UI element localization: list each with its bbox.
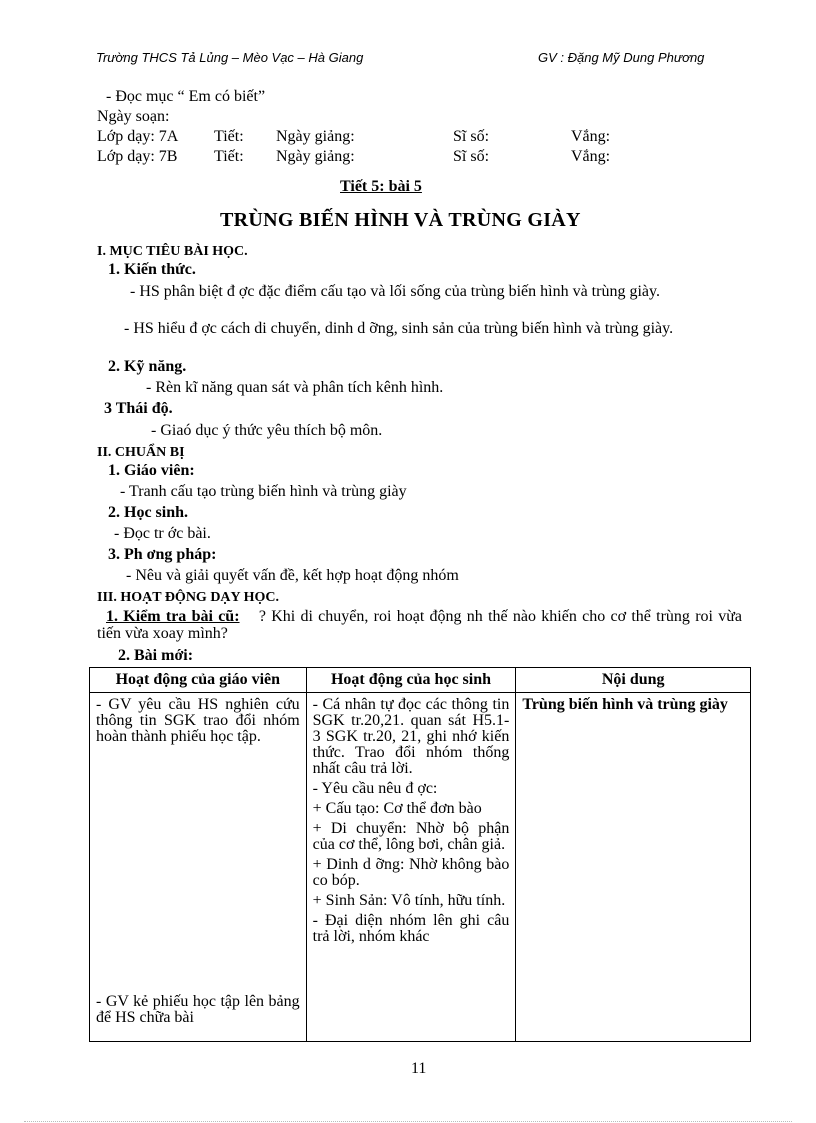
student-activity: + Di chuyển: Nhờ bộ phận của cơ thể, lông bơi, chân giả. bbox=[312, 820, 510, 853]
knowledge-point-1: - HS phân biệt đ ợc đặc điểm cấu tạo và lối sống của trùng biến hình và trùng giày. bbox=[130, 283, 660, 300]
section-activities: III. HOẠT ĐỘNG DẠY HỌC. bbox=[97, 590, 280, 605]
column-header: Hoạt động của học sinh bbox=[306, 668, 516, 693]
activity-table bbox=[89, 667, 751, 1042]
column-header: Nội dung bbox=[516, 668, 751, 693]
subsection-knowledge: 1. Kiến thức. bbox=[108, 261, 196, 278]
student-activity: - Đại diện nhóm lên ghi câu trả lời, nhóm khác bbox=[312, 912, 510, 945]
period-label: Tiết: bbox=[214, 148, 244, 165]
student-activity: + Cấu tạo: Cơ thể đơn bào bbox=[312, 800, 482, 817]
student-activity: + Dinh d ỡng: Nhờ không bào co bóp. bbox=[312, 856, 510, 889]
subsection-teacher: 1. Giáo viên: bbox=[108, 462, 195, 479]
teach-date-label: Ngày giảng: bbox=[276, 128, 355, 145]
teach-date-label: Ngày giảng: bbox=[276, 148, 355, 165]
teacher-activity: - GV kẻ phiếu học tập lên bảng để HS chữa bài bbox=[96, 993, 300, 1026]
old-lesson-question: ? Khi di chuyển, roi hoạt động nh thế nào khiến cho cơ thể trùng roi vừa tiến vừa xoay mình? bbox=[97, 608, 743, 642]
student-prep: - Đọc tr ớc bài. bbox=[114, 525, 211, 542]
subsection-method: 3. Ph ơng pháp: bbox=[108, 546, 217, 563]
header-school: Trường THCS Tả Lủng – Mèo Vạc – Hà Giang bbox=[96, 50, 364, 65]
subsection-new-lesson: 2. Bài mới: bbox=[118, 647, 194, 664]
page-number: 11 bbox=[411, 1060, 427, 1077]
date-label: Ngày soạn: bbox=[97, 108, 170, 125]
lesson-title: TRÙNG BIẾN HÌNH VÀ TRÙNG GIÀY bbox=[220, 209, 581, 231]
student-activity: - Cá nhân tự đọc các thông tin SGK tr.20,21. quan sát H5.1- 3 SGK tr.20, 21, ghi nhớ kiến thức. Trao đổi nhóm thống nhất câu trả lời. bbox=[312, 696, 510, 777]
absent-label: Vắng: bbox=[571, 148, 611, 165]
count-label: Sĩ số: bbox=[453, 148, 490, 165]
read-item: - Đọc mục “ Em có biết” bbox=[106, 88, 266, 105]
lesson-number: Tiết 5: bài 5 bbox=[340, 178, 422, 195]
absent-label: Vắng: bbox=[571, 128, 611, 145]
student-activity: - Yêu cầu nêu đ ợc: bbox=[312, 780, 438, 797]
content-heading: Trùng biến hình và trùng giày bbox=[522, 696, 728, 713]
teacher-prep: - Tranh cấu tạo trùng biến hình và trùng giày bbox=[120, 483, 407, 500]
old-lesson-check-label: 1. Kiểm tra bài cũ: bbox=[106, 608, 240, 625]
old-lesson-check bbox=[97, 608, 742, 642]
attitude-point: - Giaó dục ý thức yêu thích bộ môn. bbox=[151, 422, 383, 439]
method-point: - Nêu và giải quyết vấn đề, kết hợp hoạt động nhóm bbox=[126, 567, 459, 584]
student-activity-cell bbox=[306, 693, 516, 1042]
skills-point: - Rèn kĩ năng quan sát và phân tích kênh hình. bbox=[146, 379, 444, 396]
page-bottom-divider bbox=[24, 1121, 792, 1122]
subsection-attitude: 3 Thái độ. bbox=[104, 400, 173, 417]
section-preparation: II. CHUẨN BỊ bbox=[97, 445, 185, 460]
subsection-student: 2. Học sinh. bbox=[108, 504, 189, 521]
section-objectives: I. MỤC TIÊU BÀI HỌC. bbox=[97, 244, 248, 259]
subsection-skills: 2. Kỹ năng. bbox=[108, 358, 187, 375]
table-row bbox=[90, 693, 751, 1042]
knowledge-point-2: - HS hiểu đ ợc cách di chuyển, dinh d ỡng, sinh sản của trùng biến hình và trùng giày. bbox=[124, 320, 674, 337]
teacher-activity: - GV yêu cầu HS nghiên cứu thông tin SGK trao đổi nhóm hoàn thành phiếu học tập. bbox=[96, 696, 300, 745]
class-label: Lớp dạy: 7A bbox=[97, 128, 179, 145]
content-cell bbox=[516, 693, 751, 1042]
column-header: Hoạt động của giáo viên bbox=[90, 668, 307, 693]
class-label: Lớp dạy: 7B bbox=[97, 148, 178, 165]
count-label: Sĩ số: bbox=[453, 128, 490, 145]
header-teacher: GV : Đặng Mỹ Dung Phương bbox=[538, 50, 705, 65]
table-header-row bbox=[90, 668, 751, 693]
period-label: Tiết: bbox=[214, 128, 244, 145]
student-activity: + Sinh Sản: Vô tính, hữu tính. bbox=[312, 892, 506, 909]
teacher-activity-cell bbox=[90, 693, 307, 1042]
